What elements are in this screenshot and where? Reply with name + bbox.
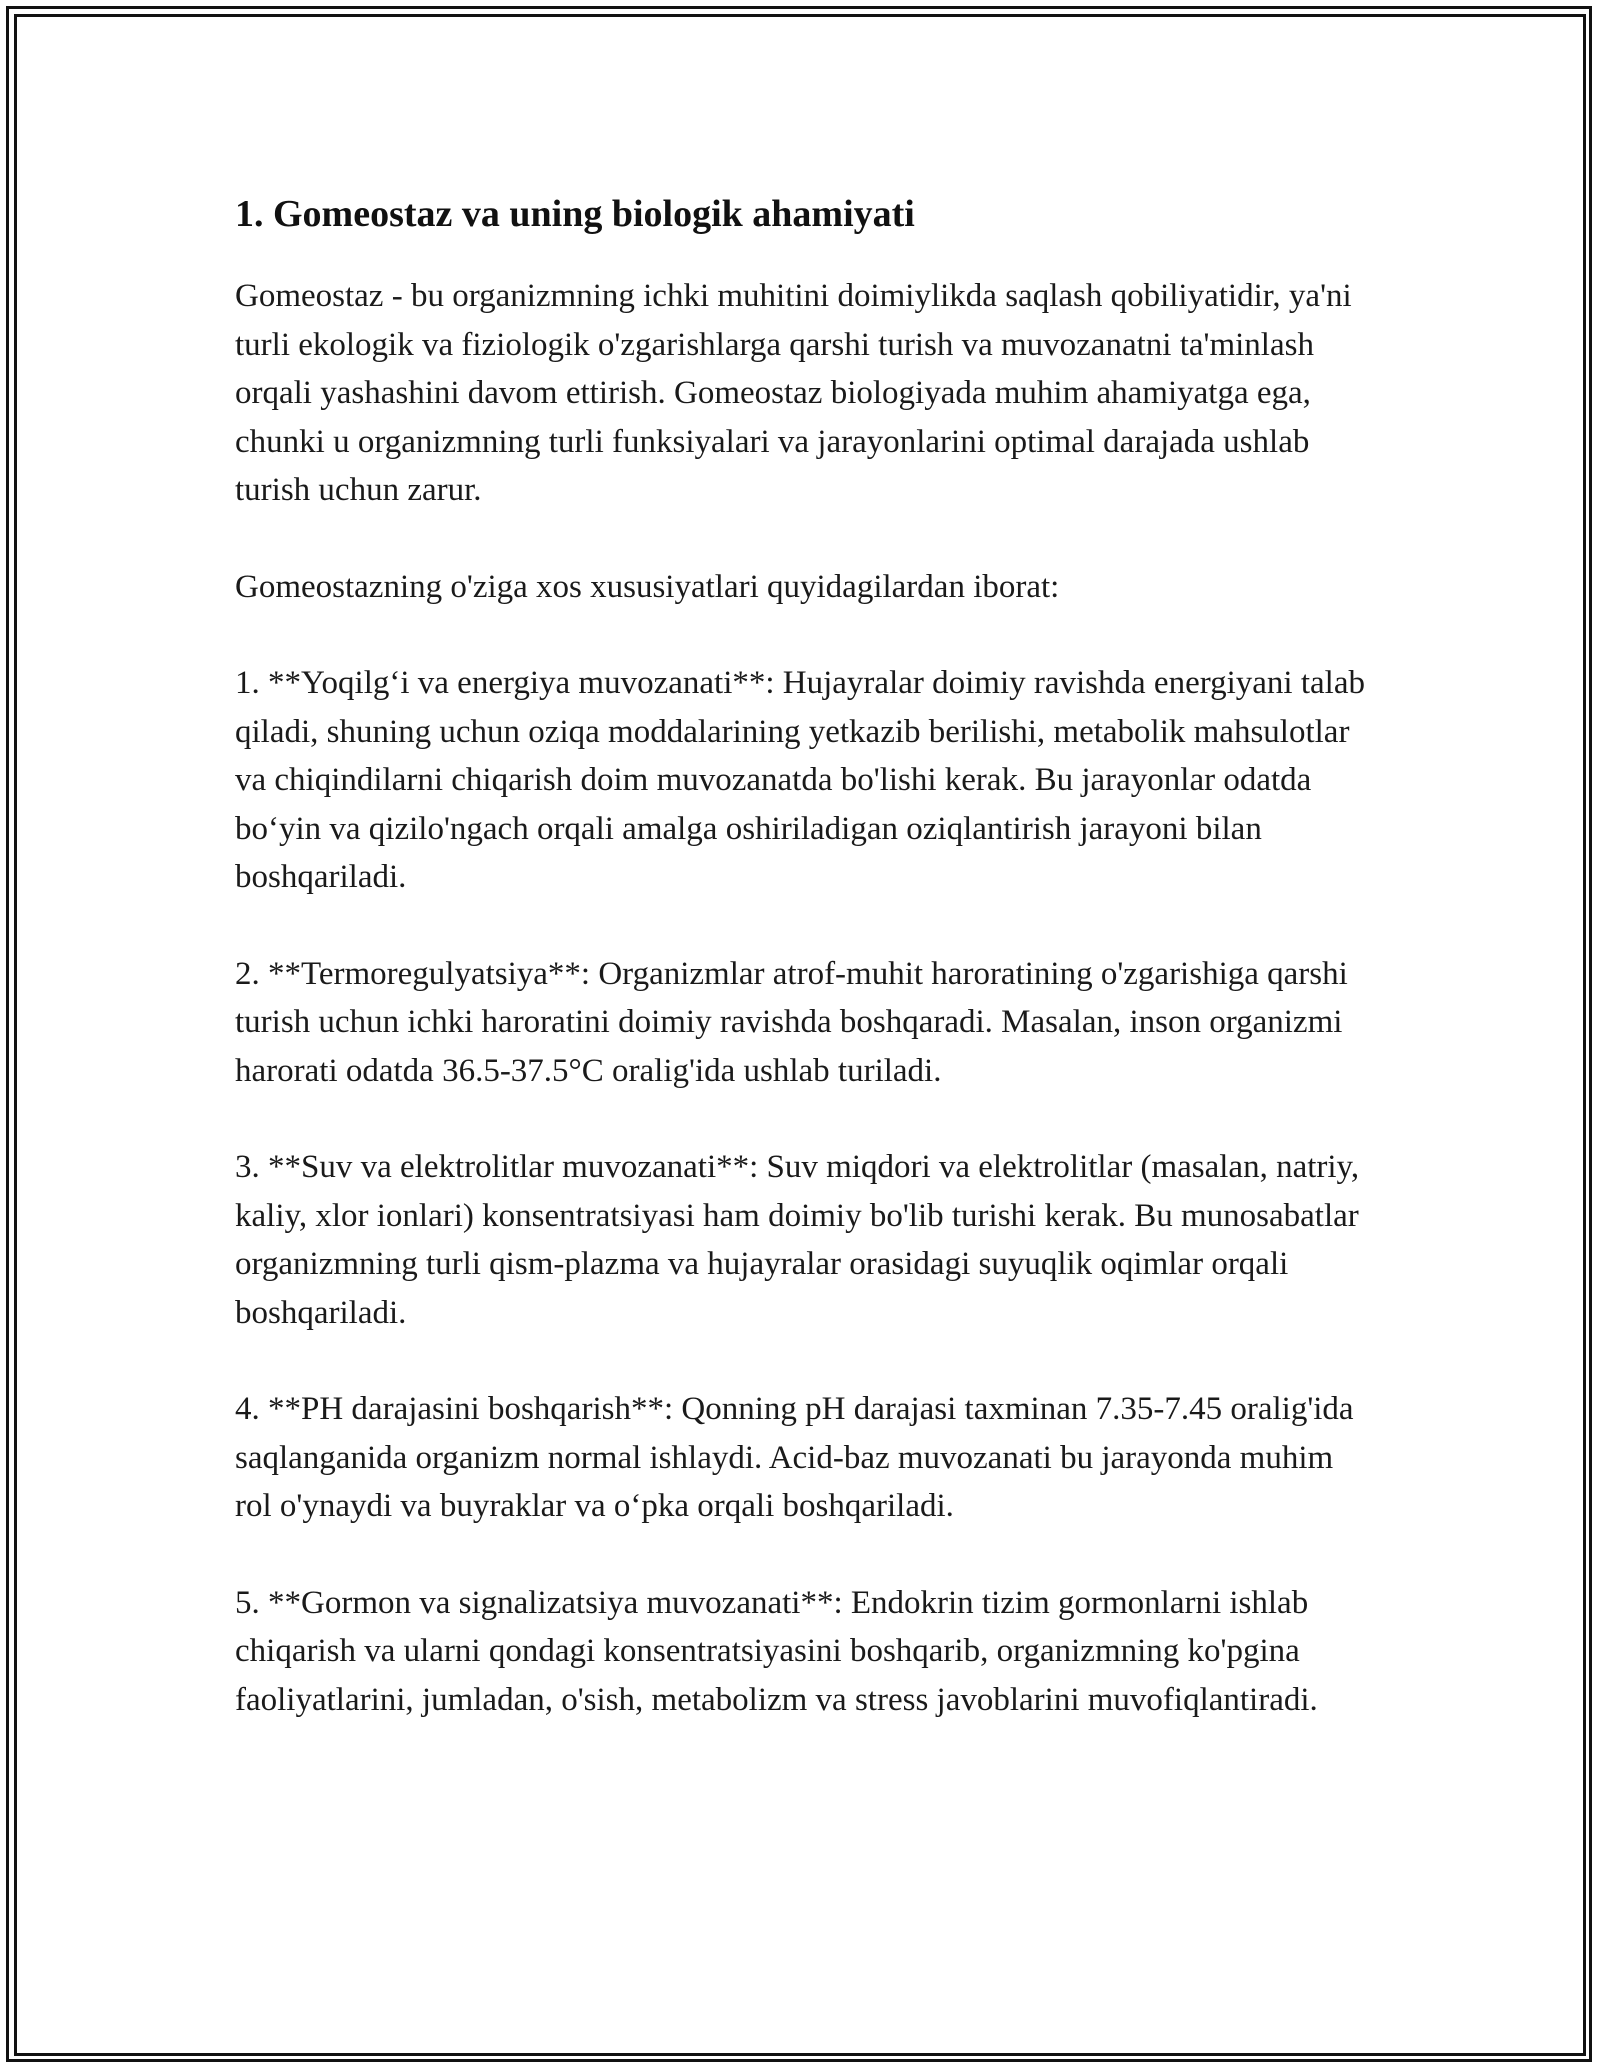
intro-paragraph: Gomeostaz - bu organizmning ichki muhitini doimiylikda saqlash qobiliyatidir, ya'ni turli ekologik va fiziologik o'zgarishlarga qarshi turish va muvozanatni ta'minlash orqali yashashini davom ettirish. Gomeostaz biologiyada muhim ahamiyatga ega, chunki u organizmning turli funksiyalari va jarayonlarini optimal darajada ushlab turish uchun zarur. bbox=[235, 278, 1352, 508]
list-item: 4. **PH darajasini boshqarish**: Qonning pH darajasi taxminan 7.35-7.45 oralig'ida saqlanganida organizm normal ishlaydi. Acid-baz muvozanati bu jarayonda muhim rol o'ynaydi va buyraklar va o‘pka orqali boshqariladi. bbox=[235, 1391, 1354, 1524]
list-item: 5. **Gormon va signalizatsiya muvozanati**: Endokrin tizim gormonlarni ishlab chiqarish va ularni qondagi konsentratsiyasini boshqarib, organizmning ko'pgina faoliyatlarini, jumladan, o'sish, metabolizm va stress javoblarini muvofiqlantiradi. bbox=[235, 1584, 1318, 1718]
document-body bbox=[235, 186, 1375, 1772]
list-item: 3. **Suv va elektrolitlar muvozanati**: Suv miqdori va elektrolitlar (masalan, natriy, kaliy, xlor ionlari) konsentratsiyasi ham doimiy bo'lib turishi kerak. Bu munosabatlar organizmning turli qism-plazma va hujayralar orasidagi suyuqlik oqimlar orqali boshqariladi. bbox=[235, 1149, 1360, 1331]
list-intro-paragraph: Gomeostazning o'ziga xos xususiyatlari quyidagilardan iborat: bbox=[235, 568, 1060, 605]
list-item: 2. **Termoregulyatsiya**: Organizmlar atrof-muhit haroratining o'zgarishiga qarshi turish uchun ichki haroratini doimiy ravishda boshqaradi. Masalan, inson organizmi harorati odatda 36.5-37.5°C oralig'ida ushlab turiladi. bbox=[235, 955, 1348, 1089]
list-item: 1. **Yoqilg‘i va energiya muvozanati**: Hujayralar doimiy ravishda energiyani talab qiladi, shuning uchun oziqa moddalarining yetkazib berilishi, metabolik mahsulotlar va chiqindilarni chiqarish doim muvozanatda bo'lishi kerak. Bu jarayonlar odatda bo‘yin va qizilo'ngach orqali amalga oshiriladigan oziqlantirish jarayoni bilan boshqariladi. bbox=[235, 665, 1365, 895]
section-heading: 1. Gomeostaz va uning biologik ahamiyati bbox=[235, 193, 915, 235]
